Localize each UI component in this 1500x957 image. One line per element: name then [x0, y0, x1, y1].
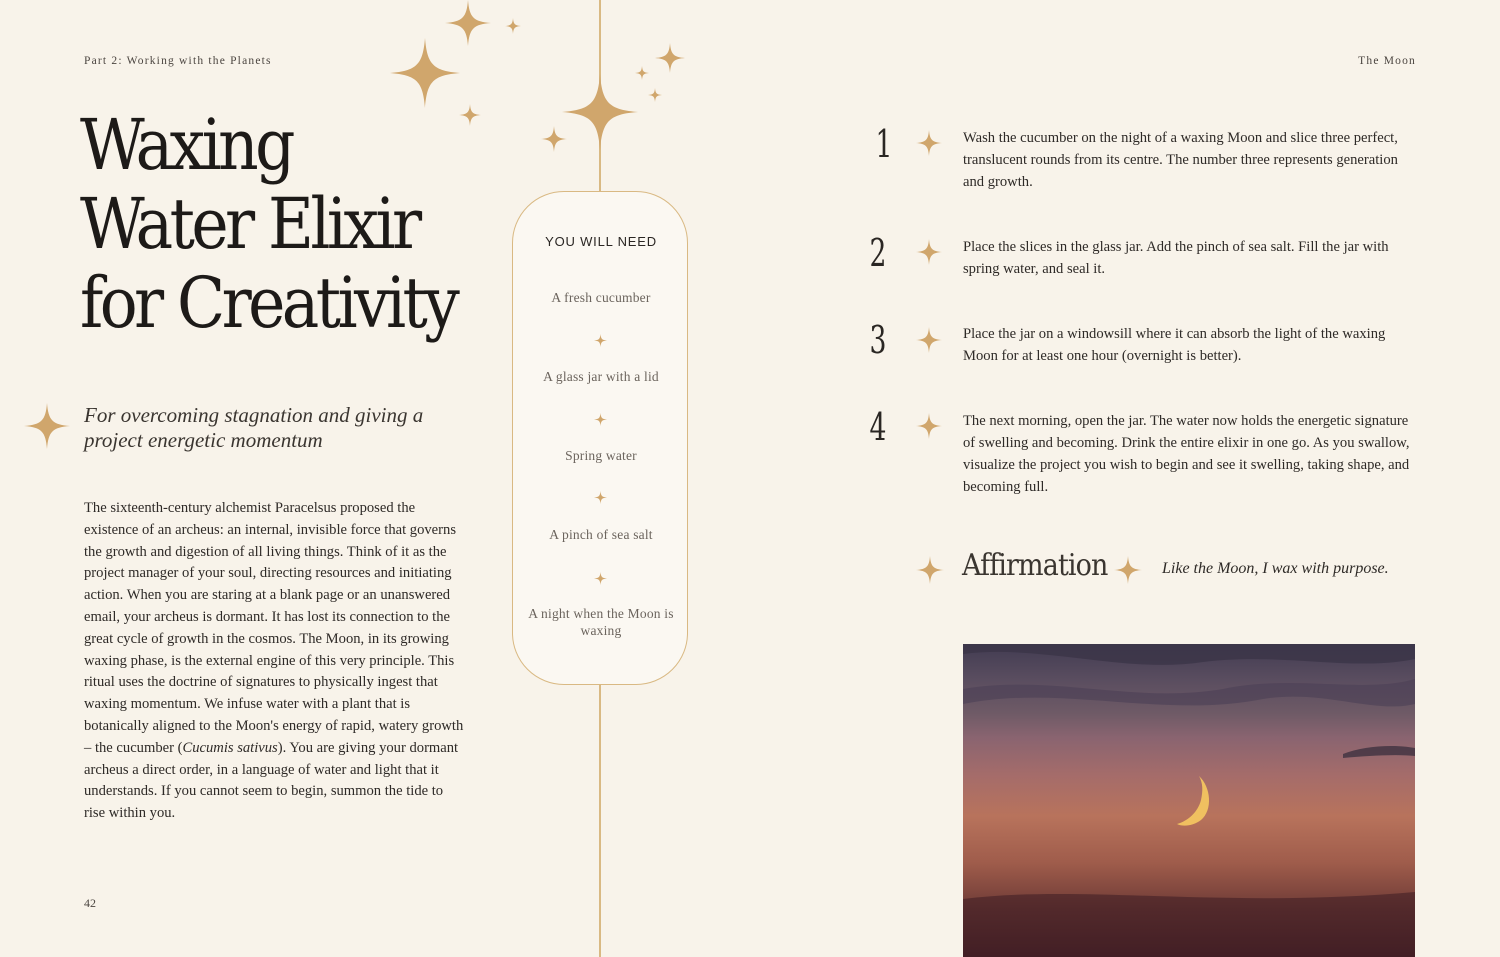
star-icon	[24, 400, 70, 452]
ingredient-item: A fresh cucumber	[551, 290, 651, 305]
star-icon	[562, 74, 638, 150]
ingredient-item: A pinch of sea salt	[549, 527, 653, 542]
star-icon	[594, 413, 607, 426]
crescent-moon-photo	[963, 644, 1415, 957]
subtitle: For overcoming stagnation and giving a project energetic momentum	[84, 403, 424, 452]
step-text: The next morning, open the jar. The water now holds the energetic signature of swelling and becoming. Drink the entire elixir in one go. As you swallow, visualize the project you wish to begin and see it swelling, taking shape, and becoming full.	[963, 413, 1410, 495]
affirmation-text: Like the Moon, I wax with purpose.	[1162, 560, 1389, 577]
body-text-part: ). You are giving your dormant archeus a direct order, in a language of water and light that it understands. If you cannot seem to begin, summon the tide to rise within you.	[84, 739, 459, 822]
star-icon	[655, 43, 685, 73]
star-icon	[1114, 553, 1142, 587]
step-text: Place the slices in the glass jar. Add the pinch of sea salt. Fill the jar with spring water, and seal it.	[963, 239, 1389, 277]
star-icon	[594, 334, 607, 347]
star-icon	[648, 88, 662, 102]
star-icon	[916, 323, 942, 357]
page-title	[80, 106, 458, 343]
you-will-need-title: YOU WILL NEED	[545, 234, 657, 249]
body-paragraph	[84, 498, 466, 825]
star-icon	[916, 126, 942, 160]
star-icon	[390, 38, 460, 108]
star-icon	[594, 572, 607, 585]
star-icon	[916, 409, 942, 443]
step-text: Place the jar on a windowsill where it can absorb the light of the waxing Moon for at least one hour (overnight is better).	[963, 326, 1386, 364]
step-number: 4	[869, 405, 887, 449]
step-number: 2	[869, 231, 887, 275]
body-text-italic: Cucumis sativus	[182, 739, 278, 756]
star-icon	[594, 491, 607, 504]
star-icon	[635, 66, 649, 80]
step-number: 3	[869, 318, 887, 362]
crescent-moon-illustration	[963, 644, 1415, 957]
page-number: 42	[84, 896, 96, 910]
ingredient-item: Spring water	[565, 448, 637, 463]
star-icon	[916, 235, 942, 269]
affirmation-label: Affirmation	[962, 548, 1108, 583]
star-icon	[459, 104, 481, 126]
title-line: for Creativity	[80, 262, 457, 344]
title-line: Water Elixir	[80, 183, 419, 265]
star-icon	[445, 0, 491, 46]
step-number: 1	[875, 122, 893, 166]
star-icon	[916, 553, 944, 587]
star-icon	[505, 18, 521, 34]
title-line: Waxing	[80, 104, 292, 186]
running-header-right: The Moon	[1358, 55, 1416, 67]
step-text: Wash the cucumber on the night of a waxing Moon and slice three perfect, translucent rounds from its centre. The number three represents generation and growth.	[963, 130, 1398, 190]
star-icon	[541, 126, 567, 152]
ingredient-item: A night when the Moon is waxing	[528, 606, 674, 638]
body-text-part: The sixteenth-century alchemist Paracelsus proposed the existence of an archeus: an internal, invisible force that governs the growth and digestion of all living things. Think of it as the project manager of your soul, directing resources and initiating action. When you are staring at a blank page or an unanswered email, your archeus is dormant. It has lost its connection to the great cycle of growth in the cosmos. The Moon, in its growing waxing phase, is the external engine of this very principle. This ritual uses the doctrine of signatures to physically ingest that waxing momentum. We infuse water with a plant that is botanically aligned to the Moon's energy of rapid, watery growth – the cucumber (	[84, 500, 464, 756]
running-header-left: Part 2: Working with the Planets	[84, 55, 272, 67]
ingredient-item: A glass jar with a lid	[543, 369, 659, 384]
